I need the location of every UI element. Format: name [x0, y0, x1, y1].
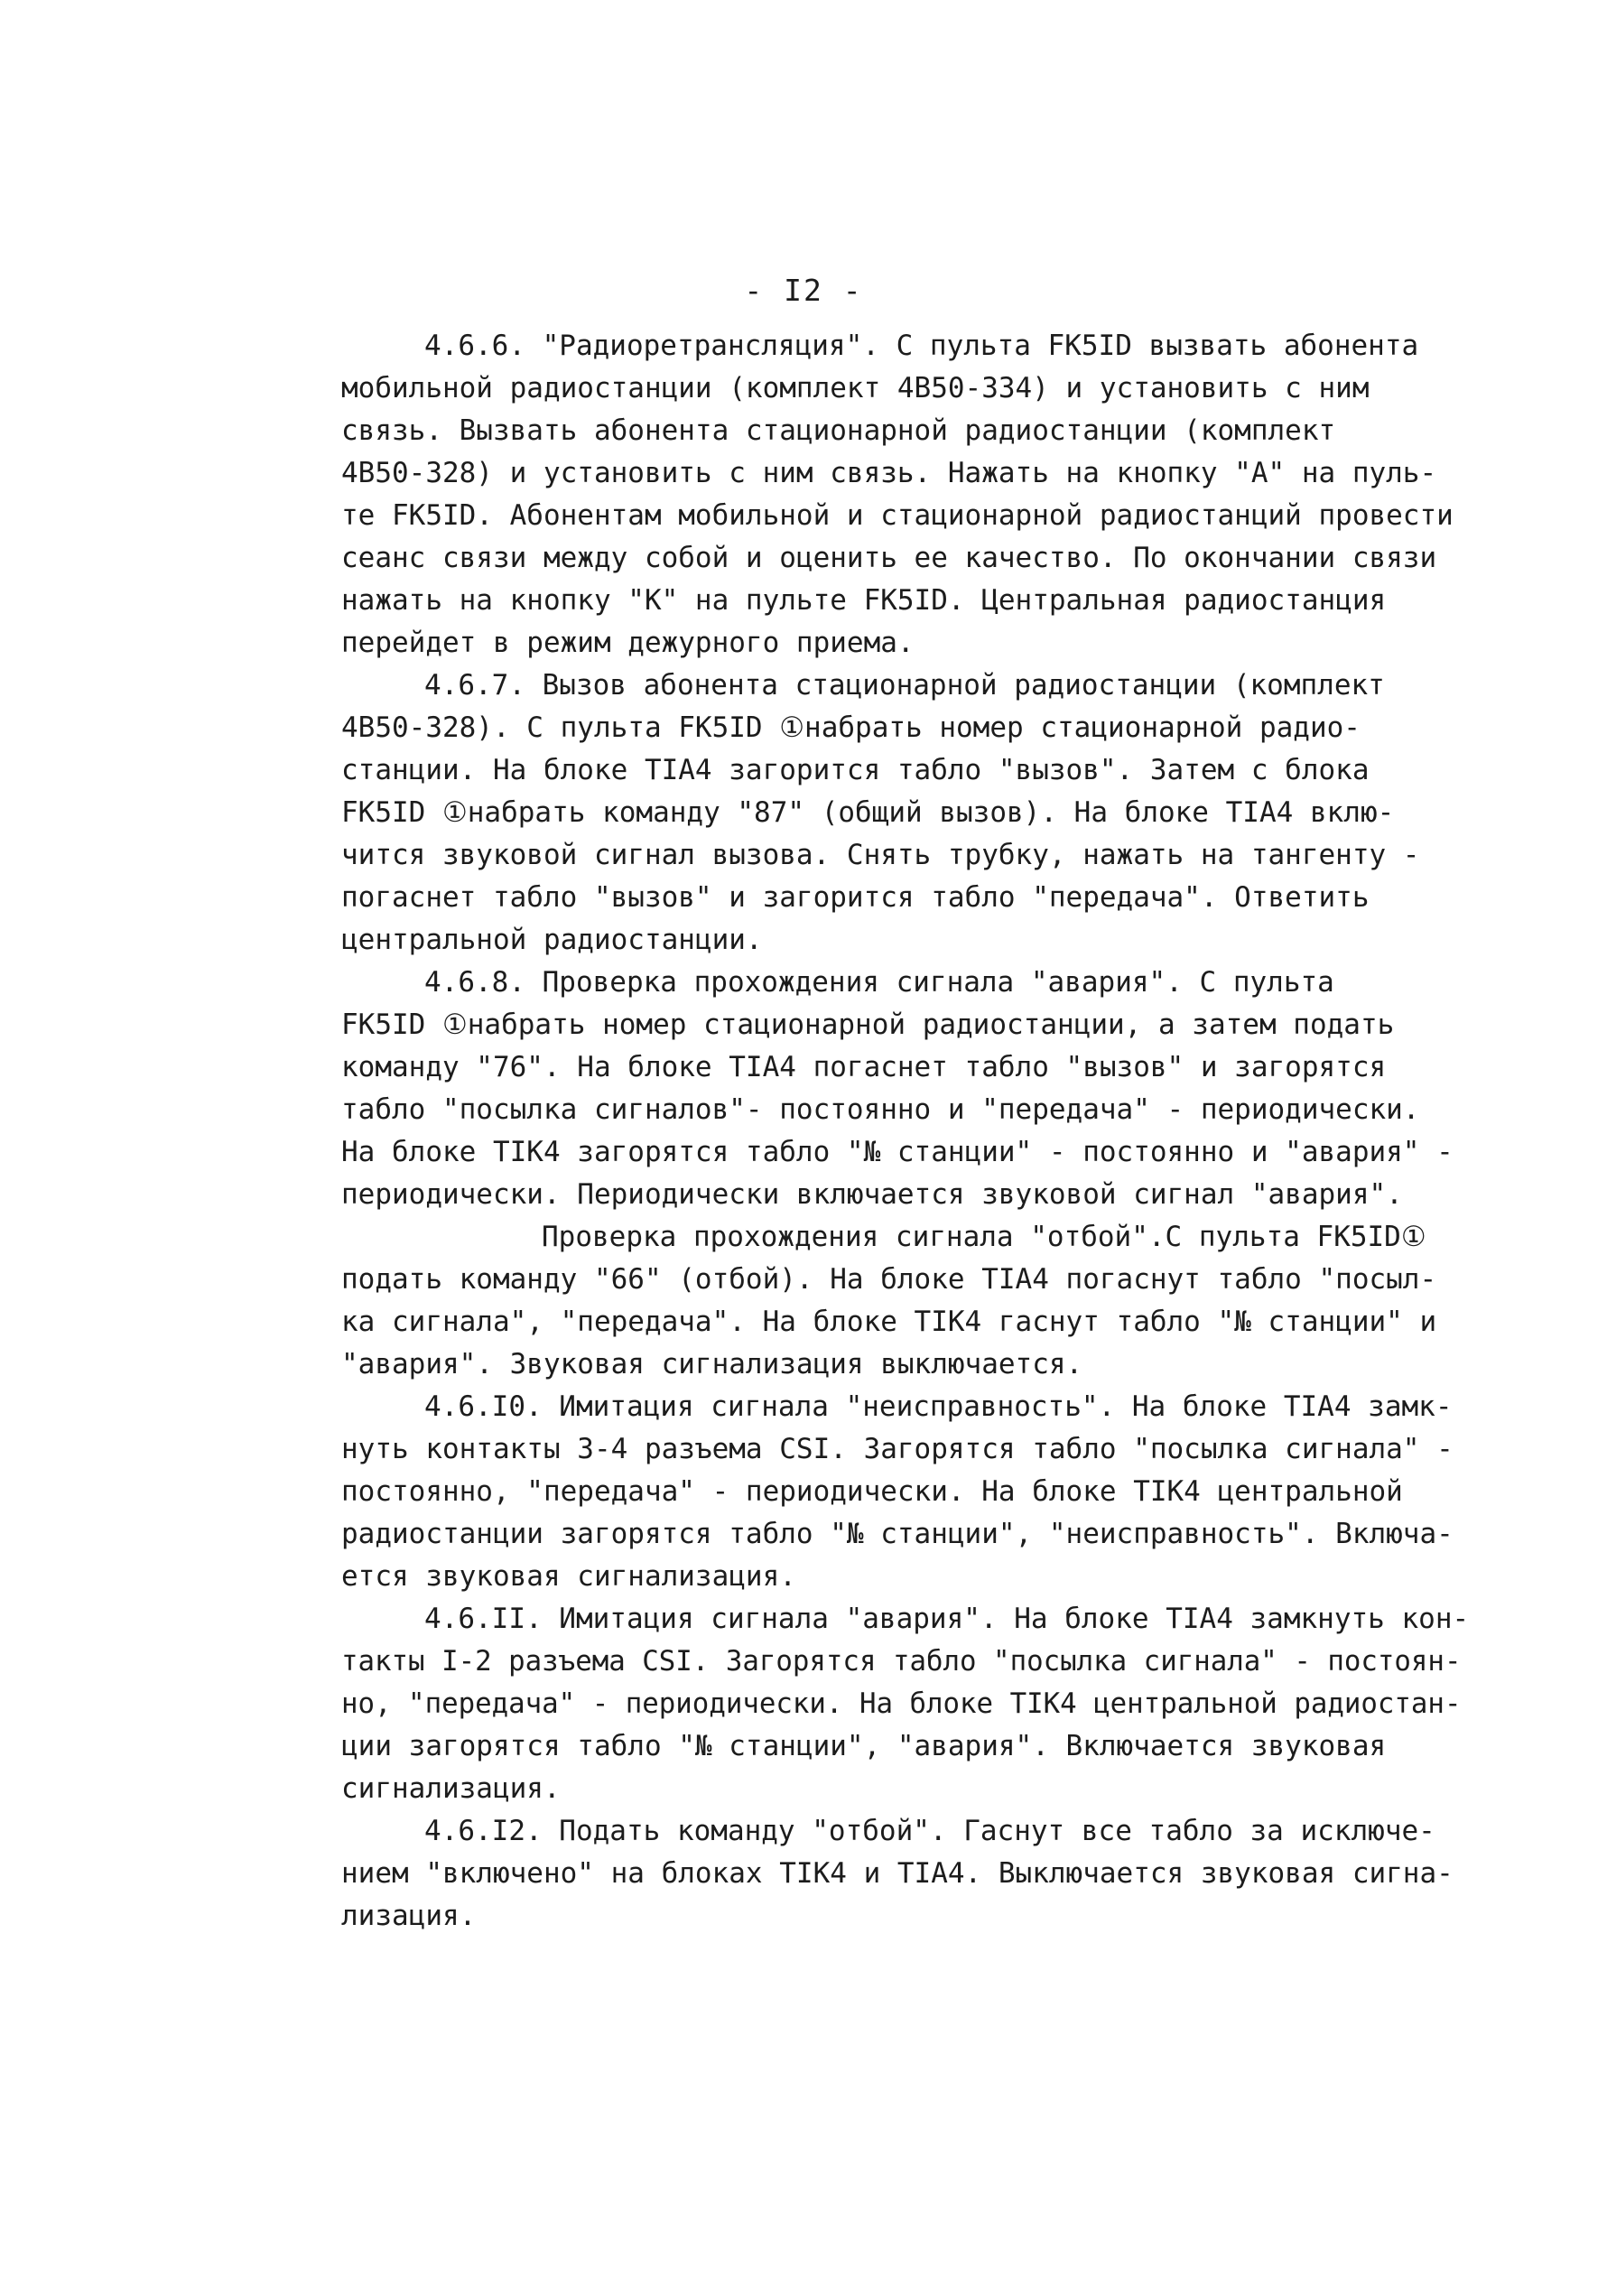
text-line: сеанс связи между собой и оценить ее качество. По окончании связи — [341, 542, 1437, 574]
text-line: ется звуковая сигнализация. — [341, 1560, 796, 1593]
text-line: 4.6.I0. Имитация сигнала "неисправность". На блоке TIA4 замк- — [424, 1390, 1453, 1423]
text-line: 4.6.8. Проверка прохождения сигнала "авария". С пульта — [424, 966, 1334, 999]
text-line: табло "посылка сигналов"- постоянно и "передача" - периодически. — [341, 1093, 1420, 1126]
text-line: На блоке TIK4 загорятся табло "№ станции" - постоянно и "авария" - — [341, 1136, 1454, 1168]
text-line: сигнализация. — [341, 1772, 561, 1805]
text-line: такты I-2 разъема CSI. Загорятся табло "посылка сигнала" - постоян- — [341, 1645, 1462, 1678]
text-line: станции. На блоке TIA4 загорится табло "вызов". Затем с блока — [341, 754, 1370, 786]
text-line: но, "передача" - периодически. На блоке TIK4 центральной радиостан- — [341, 1687, 1462, 1720]
text-line: погаснет табло "вызов" и загорится табло "передача". Ответить — [341, 881, 1370, 914]
text-line: те FK5ID. Абонентам мобильной и стационарной радиостанций провести — [341, 499, 1454, 532]
text-line: 4.6.I2. Подать команду "отбой". Гаснут все табло за исключе- — [424, 1815, 1435, 1847]
text-line: нием "включено" на блоках TIK4 и TIA4. Выключается звуковая сигна- — [341, 1857, 1454, 1890]
text-line: лизация. — [341, 1900, 477, 1932]
text-line: мобильной радиостанции (комплект 4В50-334) и установить с ним — [341, 372, 1370, 404]
text-line: 4В50-328) и установить с ним связь. Нажать на кнопку "А" на пуль- — [341, 457, 1437, 489]
text-line: ка сигнала", "передача". На блоке TIK4 гаснут табло "№ станции" и — [341, 1306, 1437, 1338]
text-line: команду "76". На блоке TIA4 погаснет табло "вызов" и загорятся — [341, 1051, 1387, 1083]
text-line: нажать на кнопку "К" на пульте FK5ID. Центральная радиостанция — [341, 584, 1387, 617]
text-line: 4.6.II. Имитация сигнала "авария". На блоке TIA4 замкнуть кон- — [424, 1603, 1470, 1635]
text-line: FK5ID ①набрать номер стационарной радиостанции, а затем подать — [341, 1009, 1395, 1041]
text-line: "авария". Звуковая сигнализация выключается. — [341, 1348, 1083, 1380]
text-line: подать команду "66" (отбой). На блоке TIA4 погаснут табло "посыл- — [341, 1263, 1437, 1296]
text-line: периодически. Периодически включается звуковой сигнал "авария". — [341, 1178, 1403, 1211]
text-line: постоянно, "передача" - периодически. На блоке TIK4 центральной — [341, 1475, 1403, 1508]
text-line: 4В50-328). С пульта FK5ID ①набрать номер стационарной радио- — [341, 711, 1361, 744]
text-line: центральной радиостанции. — [341, 924, 763, 956]
text-line: перейдет в режим дежурного приема. — [341, 627, 915, 659]
text-line: связь. Вызвать абонента стационарной радиостанции (комплект — [341, 414, 1336, 447]
text-line: ции загорятся табло "№ станции", "авария". Включается звуковая — [341, 1730, 1387, 1762]
text-line: FK5ID ①набрать команду "87" (общий вызов). На блоке TIA4 вклю- — [341, 796, 1395, 829]
text-line: нуть контакты 3-4 разъема CSI. Загорятся табло "посылка сигнала" - — [341, 1433, 1454, 1465]
text-line: 4.6.7. Вызов абонента стационарной радиостанции (комплект — [424, 669, 1385, 702]
text-line: 4.6.6. "Радиоретрансляция". С пульта FK5ID вызвать абонента — [424, 330, 1419, 362]
text-line: Проверка прохождения сигнала "отбой".С пульта FK5ID① — [542, 1221, 1426, 1253]
text-line: чится звуковой сигнал вызова. Снять трубку, нажать на тангенту - — [341, 839, 1420, 871]
page-number: - I2 - — [744, 273, 863, 308]
text-line: радиостанции загорятся табло "№ станции", "неисправность". Включа- — [341, 1518, 1454, 1550]
